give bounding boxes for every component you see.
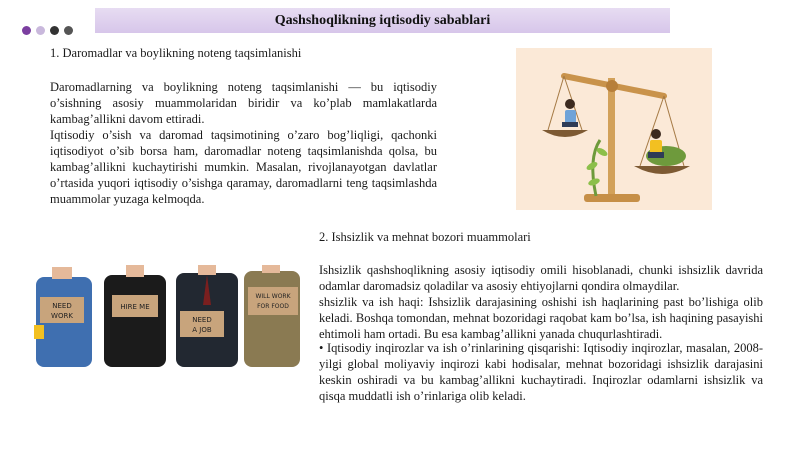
section2-paragraph1: Ishsizlik qashshoqlikning asosiy iqtisodiy omili hisoblanadi, chunki ishsizlik davrida odamlar daromadsiz qoladilar va asosiy ehtiyojlarni qondira olmaydilar. — [319, 263, 763, 293]
section1-paragraph2: Iqtisodiy o’sish va daromad taqsimotining o’zaro bog’liqligi, qachonki iqtisodiyot o’sib borsa ham, daromadlar noteng taqsimlanishda qolsa, bu kambag’allikni kuchaytirishi mumkin. Masalan, rivojlanayotgan davlatlar o’rtasida yuqori iqtisodiy o’sishga qaramay, daromadlarni teng taqsimlashda muammolar yuzaga kelmoqda. — [50, 128, 437, 206]
sign-1-line-1: NEED — [52, 302, 72, 310]
title-bar — [95, 8, 670, 33]
dot-dark — [50, 26, 59, 35]
sign-4-line-1: WILL WORK — [255, 293, 291, 300]
dot-purple — [22, 26, 31, 35]
job-seekers-illustration — [34, 265, 302, 369]
section1-paragraph1: Daromadlarning va boylikning noteng taqsimlanishi — bu iqtisodiy o’sishning asosiy muammolaridan biridir va ko’plab mamlakatlarda kambag’allikni davom ettiradi. — [50, 80, 437, 126]
job-seekers-icon — [34, 265, 302, 369]
sign-4-line-2: FOR FOOD — [257, 303, 289, 310]
dot-lavender — [36, 26, 45, 35]
dot-gray — [64, 26, 73, 35]
slide-title: Qashshoqlikning iqtisodiy sabablari — [274, 13, 491, 28]
sign-2: HIRE ME — [120, 303, 150, 311]
section2-heading: 2. Ishsizlik va mehnat bozori muammolari — [319, 230, 531, 244]
sign-3-line-1: NEED — [192, 316, 212, 324]
balance-scale-illustration — [516, 48, 712, 210]
section1-heading: 1. Daromadlar va boylikning noteng taqsimlanishi — [50, 46, 302, 60]
section2-paragraph3: • Iqtisodiy inqirozlar va ish o’rinlarining qisqarishi: Iqtisodiy inqirozlar, masalan, 2008-yilgi global moliyaviy inqirozi kabi hodisalar, mehnat bozoridagi ishsizlik darajasini keskin oshiradi va bu kambag’allikni kuchaytiradi. Inqirozlar odamlarni ishsizlik va qisqa muddatli ish o’rinlariga olib keladi. — [319, 341, 763, 403]
sign-1-line-2: WORK — [51, 312, 73, 320]
section2-paragraph2: shsizlik va ish haqi: Ishsizlik darajasining oshishi ish haqlarining past bo’lishiga olib keladi. Boshqa tomondan, mehnat bozoridagi raqobat kam bo’lsa, ish haqining pasayishi ehtimoli ham ortadi. Bu esa kambag’allikni yanada chuqurlashtiradi. — [319, 295, 763, 341]
decorative-dots — [22, 26, 73, 35]
sign-3-line-2: A JOB — [192, 326, 212, 334]
balance-scale-icon — [516, 48, 712, 210]
